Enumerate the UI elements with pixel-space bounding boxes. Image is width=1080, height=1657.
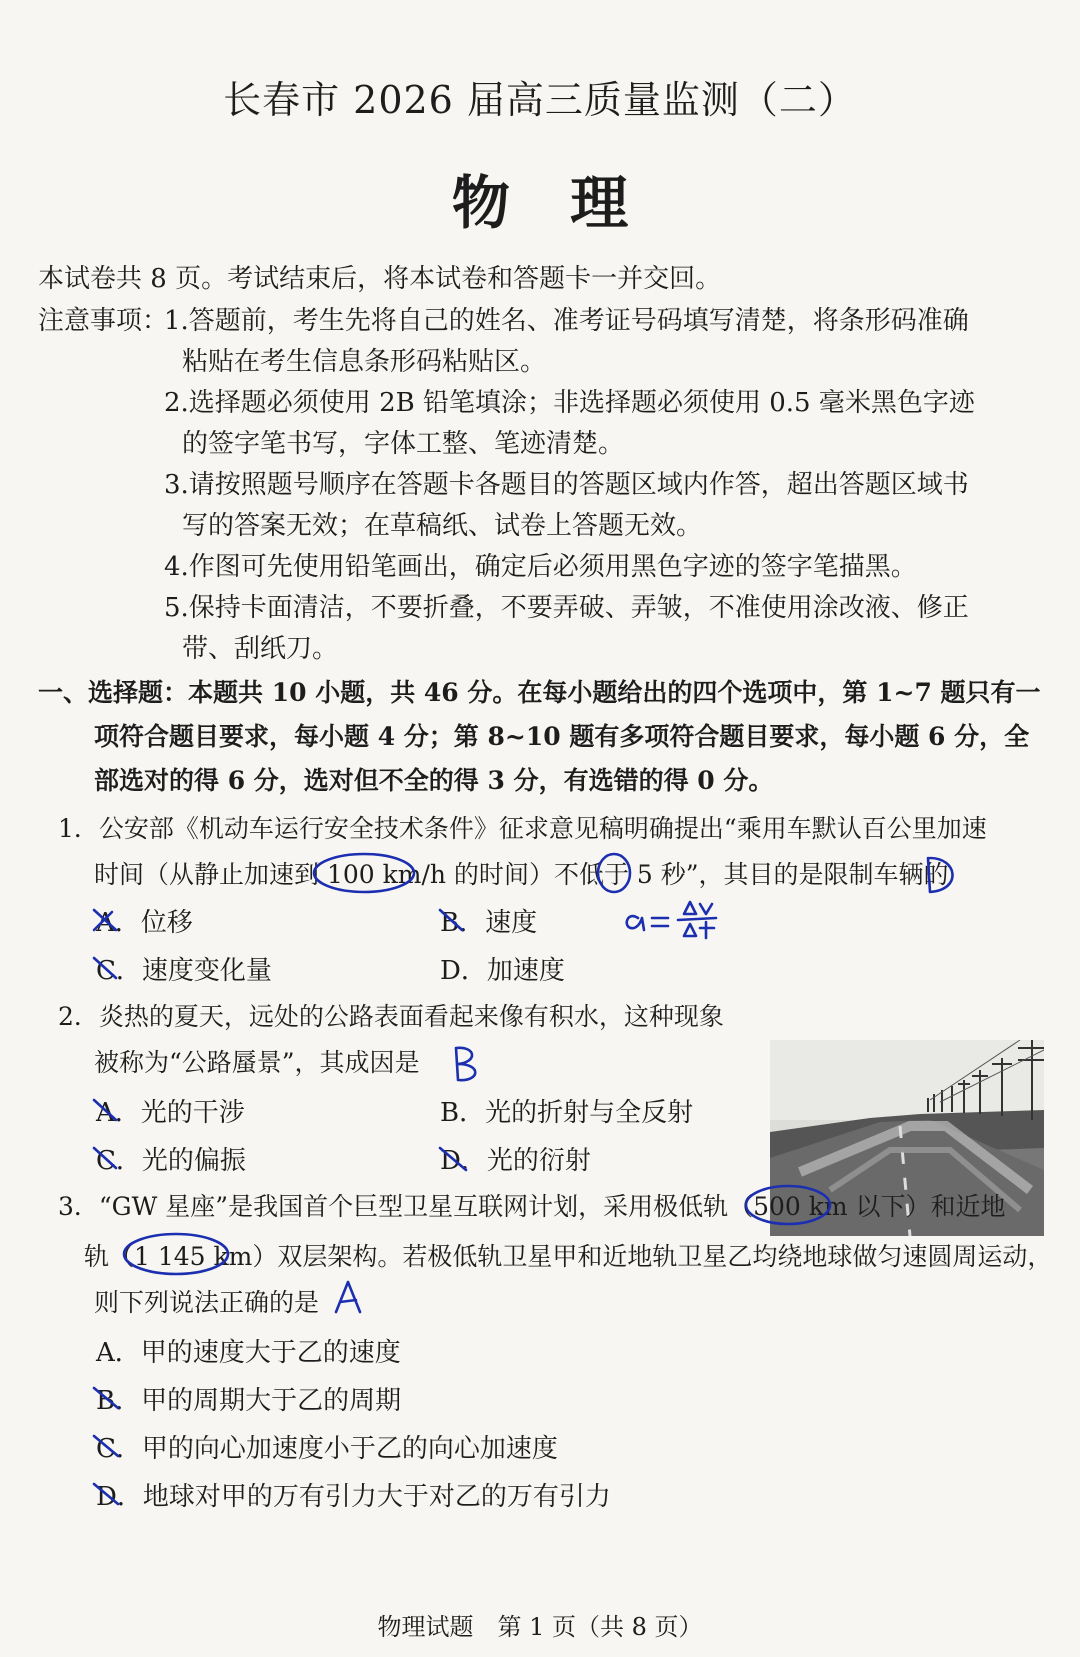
- question-2-text: 被称为“公路蜃景”，其成因是: [94, 1048, 420, 1077]
- note-line: 写的答案无效；在草稿纸、试卷上答题无效。: [182, 511, 703, 541]
- q3-option-b: B．甲的周期大于乙的周期: [96, 1386, 402, 1416]
- question-3-text: 3．“GW 星座”是我国首个巨型卫星互联网计划，采用极低轨（500 km 以下）和近地: [58, 1192, 1006, 1221]
- section-heading: 一、选择题：本题共 10 小题，共 46 分。在每小题给出的四个选项中，第 1~7 题只有一: [38, 678, 1041, 707]
- circle-1145km-mark: [124, 1234, 228, 1274]
- q3-option-d: D．地球对甲的万有引力大于对乙的万有引力: [96, 1482, 611, 1512]
- strike-marks: [94, 1388, 118, 1504]
- q2-option-d: D．光的衍射: [440, 1146, 591, 1176]
- note-line: 1.答题前，考生先将自己的姓名、准考证号码填写清楚，将条形码准确: [164, 306, 969, 336]
- q3-option-a: A．甲的速度大于乙的速度: [96, 1338, 401, 1368]
- intro-text: 本试卷共 8 页。考试结束后，将本试卷和答题卡一并交回。: [38, 264, 722, 294]
- strike-marks: [94, 1100, 466, 1170]
- section-heading: 部选对的得 6 分，选对但不全的得 3 分，有选错的得 0 分。: [94, 766, 774, 795]
- q1-option-c: C．速度变化量: [96, 956, 272, 986]
- circle-5-seconds-mark: [598, 854, 630, 892]
- circle-500km-mark: [746, 1186, 830, 1224]
- question-3-text: 轨（1 145 km）双层架构。若极低轨卫星甲和近地轨卫星乙均绕地球做匀速圆周运动，: [84, 1242, 1053, 1271]
- note-line: 2.选择题必须使用 2B 铅笔填涂；非选择题必须使用 0.5 毫米黑色字迹: [164, 388, 975, 418]
- answer-b-mark: [456, 1048, 475, 1080]
- q1-option-a: A．位移: [96, 908, 193, 938]
- note-line: 带、刮纸刀。: [182, 634, 339, 664]
- q3-option-c: C．甲的向心加速度小于乙的向心加速度: [96, 1434, 558, 1464]
- note-line: 5.保持卡面清洁，不要折叠，不要弄破、弄皱，不准使用涂改液、修正: [164, 593, 969, 623]
- answer-d-mark: [928, 858, 953, 892]
- notes-label: 注意事项：: [38, 306, 169, 336]
- q2-option-a: A．光的干涉: [96, 1098, 245, 1128]
- q2-option-b: B．光的折射与全反射: [440, 1098, 694, 1128]
- question-1-text: 时间（从静止加速到 100 km/h 的时间）不低于 5 秒”，其目的是限制车辆的: [94, 860, 949, 889]
- note-line: 3.请按照题号顺序在答题卡各题目的答题区域内作答，超出答题区域书: [164, 470, 969, 500]
- note-line: 4.作图可先使用铅笔画出，确定后必须用黑色字迹的签字笔描黑。: [164, 552, 917, 582]
- question-2-text: 2．炎热的夏天，远处的公路表面看起来像有积水，这种现象: [58, 1002, 724, 1031]
- question-3-text: 则下列说法正确的是: [94, 1288, 320, 1317]
- subject-title: 物 理: [451, 169, 629, 237]
- q1-option-b: B．速度: [440, 908, 538, 938]
- q2-option-c: C．光的偏振: [96, 1146, 246, 1176]
- q1-option-d: D．加速度: [440, 956, 565, 986]
- strike-marks: [94, 910, 462, 978]
- circle-100kmh-mark: [314, 854, 414, 892]
- exam-title: 长春市 2026 届高三质量监测（二）: [223, 78, 857, 122]
- page-footer: 物理试题 第 1 页（共 8 页）: [377, 1613, 703, 1641]
- section-heading: 项符合题目要求，每小题 4 分；第 8~10 题有多项符合题目要求，每小题 6 分，全: [94, 722, 1030, 751]
- question-1-text: 1．公安部《机动车运行安全技术条件》征求意见稿明确提出“乘用车默认百公里加速: [58, 814, 987, 843]
- note-line: 粘贴在考生信息条形码粘贴区。: [182, 347, 547, 377]
- note-line: 的签字笔书写，字体工整、笔迹清楚。: [182, 429, 625, 459]
- formula-note-mark: [627, 902, 716, 938]
- answer-a-mark: [336, 1282, 360, 1312]
